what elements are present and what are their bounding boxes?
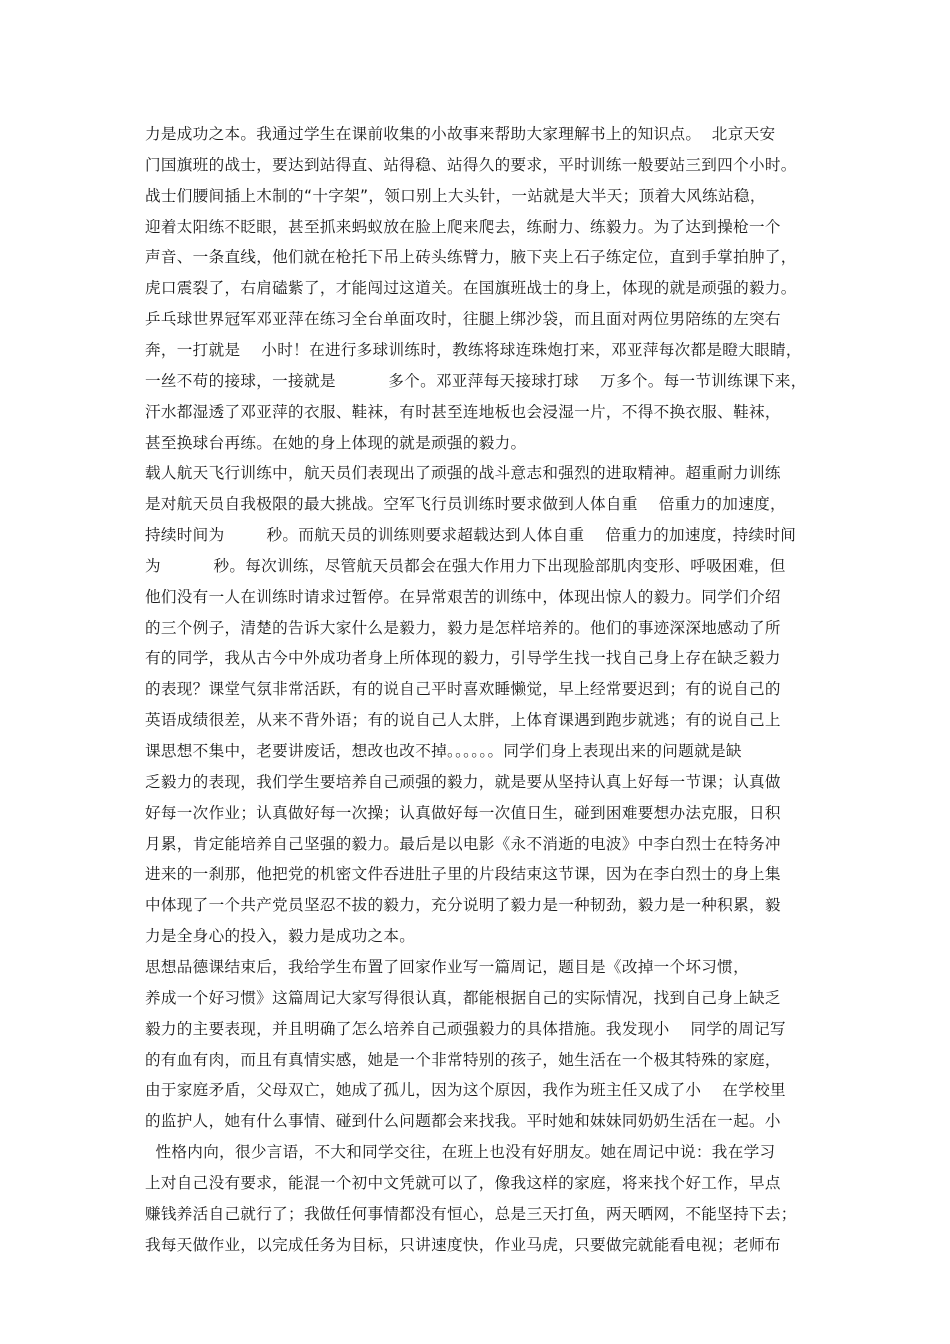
text-line: 力是成功之本。我通过学生在课前收集的小故事来帮助大家理解书上的知识点。 北京天安 [145,125,776,143]
text-line: 奔，一打就是 小时！在进行多球训练时，教练将球连珠炮打来，邓亚萍每次都是瞪大眼睛， [145,340,802,359]
text-line: 我每天做作业，以完成任务为目标，只讲速度快，作业马虎，只要做完就能看电视；老师布 [145,1235,781,1254]
text-line: 中体现了一个共产党员坚忍不拔的毅力，充分说明了毅力是一种韧劲，毅力是一种积累，毅 [145,896,781,915]
text-line: 上对自己没有要求，能混一个初中文凭就可以了，像我这样的家庭，将来找个好工作，早点 [145,1173,781,1192]
text-line: 乏毅力的表现，我们学生要培养自己顽强的毅力，就是要从坚持认真上好每一节课；认真做 [145,772,781,791]
text-line: 的表现？课堂气氛非常活跃，有的说自己平时喜欢睡懒觉，早上经常要迟到；有的说自己的 [145,680,781,699]
text-line: 一丝不苟的接球，一接就是 多个。邓亚萍每天接球打球 万多个。每一节训练课下来， [145,371,807,390]
text-line: 他们没有一人在训练时请求过暂停。在异常艰苦的训练中，体现出惊人的毅力。同学们介绍 [145,587,781,606]
text-line: 赚钱养活自己就行了；我做任何事情都没有恒心，总是三天打鱼，两天晒网，不能坚持下去； [145,1204,797,1223]
text-line: 由于家庭矛盾，父母双亡，她成了孤儿，因为这个原因，我作为班主任又成了小 在学校里 [145,1081,786,1100]
text-line: 有的同学，我从古今中外成功者身上所体现的毅力，引导学生找一找自己身上存在缺乏毅力 [145,649,781,668]
text-line: 课思想不集中，老要讲废话，想改也改不掉。。。。。。同学们身上表现出来的问题就是缺 [145,742,742,760]
text-line: 门国旗班的战士，要达到站得直、站得稳、站得久的要求，平时训练一般要站三到四个小时。 [145,155,797,174]
text-line: 的监护人，她有什么事情、碰到什么问题都会来找我。平时她和妹妹同奶奶生活在一起。小 [145,1112,781,1131]
text-line: 英语成绩很差，从来不背外语；有的说自己人太胖，上体育课遇到跑步就逃；有的说自己上 [145,711,781,730]
text-line: 声音、一条直线，他们就在枪托下吊上砖头练臂力，腋下夹上石子练定位，直到手掌拍肿了， [145,248,797,267]
text-line: 月累，肯定能培养自己坚强的毅力。最后是以电影《永不消逝的电波》中李白烈士在特务冲 [145,834,781,853]
text-line: 持续时间为 秒。而航天员的训练则要求超载达到人体自重 倍重力的加速度，持续时间 [145,526,797,545]
text-line: 乒乓球世界冠军邓亚萍在练习全台单面攻时，往腿上绑沙袋，而且面对两位男陪练的左突右 [145,310,781,329]
text-line: 性格内向，很少言语，不大和同学交往，在班上也没有好朋友。她在周记中说：我在学习 [145,1143,776,1162]
text-line: 力是全身心的投入，毅力是成功之本。 [145,927,416,946]
text-line: 好每一次作业；认真做好每一次操；认真做好每一次值日生，碰到困难要想办法克服，日积 [145,803,781,822]
text-line: 虎口震裂了，右肩磕紫了，才能闯过这道关。在国旗班战士的身上，体现的就是顽强的毅力。 [145,279,797,298]
text-line: 思想品德课结束后，我给学生布置了回家作业写一篇周记，题目是《改掉一个坏习惯， [145,957,749,976]
text-line: 战士们腰间插上木制的“十字架”，领口别上大头针，一站就是大半天；顶着大风练站稳， [145,186,766,205]
text-line: 载人航天飞行训练中，航天员们表现出了顽强的战斗意志和强烈的进取精神。超重耐力训练 [145,464,781,483]
text-line: 的有血有肉，而且有真情实感，她是一个非常特别的孩子，她生活在一个极其特殊的家庭， [145,1050,781,1069]
text-line: 进来的一刹那，他把党的机密文件吞进肚子里的片段结束这节课，因为在李白烈士的身上集 [145,865,781,884]
text-line: 养成一个好习惯》这篇周记大家写得很认真，都能根据自己的实际情况，找到自己身上缺乏 [145,988,781,1007]
text-line: 是对航天员自我极限的最大挑战。空军飞行员训练时要求做到人体自重 倍重力的加速度， [145,495,786,514]
text-line: 汗水都湿透了邓亚萍的衣服、鞋袜，有时甚至连地板也会浸湿一片，不得不换衣服、鞋袜， [145,402,781,421]
text-line: 毅力的主要表现，并且明确了怎么培养自己顽强毅力的具体措施。我发现小 同学的周记写 [145,1019,786,1038]
text-line: 迎着太阳练不眨眼，甚至抓来蚂蚁放在脸上爬来爬去，练耐力、练毅力。为了达到操枪一个 [145,217,781,236]
text-line: 的三个例子，清楚的告诉大家什么是毅力，毅力是怎样培养的。他们的事迹深深地感动了所 [145,618,781,637]
text-line: 为 秒。每次训练，尽管航天员都会在强大作用力下出现脸部肌肉变形、呼吸困难，但 [145,556,786,575]
text-line: 甚至换球台再练。在她的身上体现的就是顽强的毅力。 [145,433,527,452]
